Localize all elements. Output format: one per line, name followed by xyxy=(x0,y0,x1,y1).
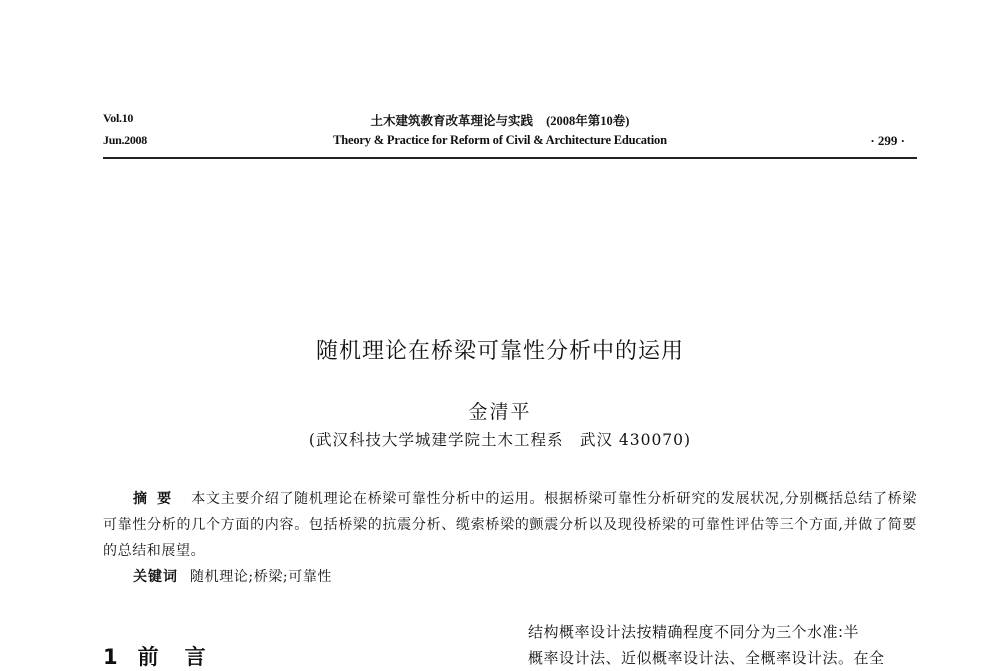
section-heading xyxy=(103,641,232,671)
section-number: 1 xyxy=(103,645,118,669)
abstract-text: 本文主要介绍了随机理论在桥梁可靠性分析中的运用。根据桥梁可靠性分析研究的发展状况,分别概括总结了桥梁可靠性分析的几个方面的内容。包括桥梁的抗震分析、缆索桥梁的颤震分析以及现役桥梁的可靠性评估等三个方面,并做了简要的总结和展望。 xyxy=(103,491,917,559)
issue-date: Jun.2008 xyxy=(103,133,147,147)
journal-volume-cn: (2008年第10卷) xyxy=(546,114,630,128)
body-line: 结构概率设计法按精确程度不同分为三个水准:半 xyxy=(528,623,860,641)
volume-number: Vol.10 xyxy=(103,111,134,125)
journal-title-cn xyxy=(0,111,1000,129)
abstract-block xyxy=(103,486,917,590)
author-name: 金清平 xyxy=(468,401,532,423)
journal-name-cn: 土木建筑教育改革理论与实践 xyxy=(370,113,534,128)
right-column-text xyxy=(528,619,918,671)
abstract-label: 摘要 xyxy=(133,491,182,507)
journal-title-en: Theory & Practice for Reform of Civil & Architecture Education xyxy=(333,133,667,147)
keywords-line xyxy=(103,564,917,590)
keywords-text: 随机理论;桥梁;可靠性 xyxy=(190,569,333,585)
keywords-label: 关键词 xyxy=(133,569,178,585)
page-number: · 299 · xyxy=(870,133,905,148)
author-affiliation: (武汉科技大学城建学院土木工程系 武汉 430070) xyxy=(308,431,692,449)
abstract-paragraph xyxy=(103,486,917,564)
header-rule xyxy=(103,157,917,159)
body-line: 概率设计法、近似概率设计法、全概率设计法。在全 xyxy=(528,649,885,667)
article-title: 随机理论在桥梁可靠性分析中的运用 xyxy=(315,339,684,364)
section-title: 前言 xyxy=(137,645,232,669)
